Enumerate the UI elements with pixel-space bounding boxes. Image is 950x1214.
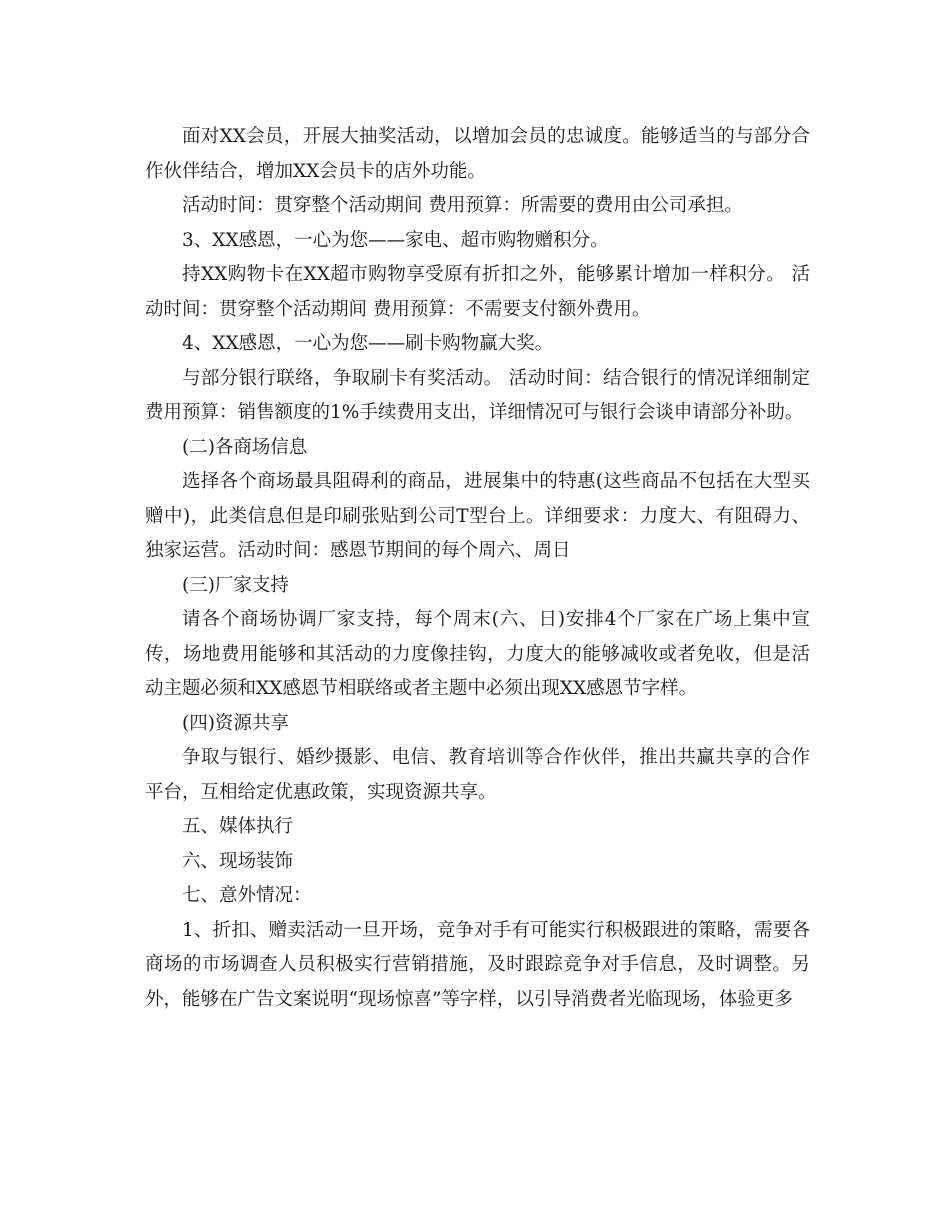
paragraph-item-4-heading: 4、XX感恩，一心为您——刷卡购物赢大奖。 — [182, 333, 554, 354]
section-heading-resource-sharing: (四)资源共享 — [182, 712, 289, 734]
section-heading-contingency: 七、意外情况： — [182, 885, 312, 906]
paragraph-store-info: 选择各个商场最具阻碍利的商品，进展集中的特惠(这些商品不包括在大型买赠中)，此类信息但是印刷张贴到公司T型台上。详细要求：力度大、有阻碍力、独家运营。活动时间：感恩节期间的每个周六、周日 — [145, 471, 810, 561]
document-body — [145, 120, 810, 1017]
paragraph-activity-time-1: 活动时间：贯穿整个活动期间 费用预算：所需要的费用由公司承担。 — [182, 195, 743, 216]
paragraph-resource-sharing: 争取与银行、婚纱摄影、电信、教育培训等合作伙伴，推出共赢共享的合作平台，互相给定优惠政策，实现资源共享。 — [145, 747, 810, 803]
paragraph-contingency-1: 1、折扣、赠卖活动一旦开场，竞争对手有可能实行积极跟进的策略，需要各商场的市场调查人员积极实行营销措施，及时跟踪竞争对手信息，及时调整。另外，能够在广告文案说明“现场惊喜”等字样，以引导消费者光临现场，体验更多 — [145, 919, 810, 1010]
paragraph-shopping-card-points: 持XX购物卡在XX超市购物享受原有折扣之外，能够累计增加一样积分。 活动时间：贯穿整个活动期间 费用预算：不需要支付额外费用。 — [145, 264, 810, 320]
section-heading-vendor-support: (三)厂家支持 — [182, 574, 289, 596]
section-heading-store-info: (二)各商场信息 — [182, 436, 308, 458]
paragraph-vendor-support: 请各个商场协调厂家支持，每个周末(六、日)安排4个厂家在广场上集中宣传，场地费用能够和其活动的力度像挂钩，力度大的能够减收或者免收，但是活动主题必须和XX感恩节相联络或者主题中必须出现XX感恩节字样。 — [145, 609, 810, 699]
section-heading-decoration: 六、现场装饰 — [182, 850, 294, 872]
paragraph-bank-card-prize: 与部分银行联络，争取刷卡有奖活动。 活动时间：结合银行的情况详细制定 费用预算：销售额度的1%手续费用支出，详细情况可与银行会谈申请部分补助。 — [145, 367, 810, 423]
paragraph-item-3-heading: 3、XX感恩，一心为您——家电、超市购物赠积分。 — [182, 229, 609, 251]
paragraph-member-lottery: 面对XX会员，开展大抽奖活动，以增加会员的忠诚度。能够适当的与部分合作伙伴结合，增加XX会员卡的店外功能。 — [145, 126, 810, 182]
section-heading-media: 五、媒体执行 — [182, 816, 294, 837]
